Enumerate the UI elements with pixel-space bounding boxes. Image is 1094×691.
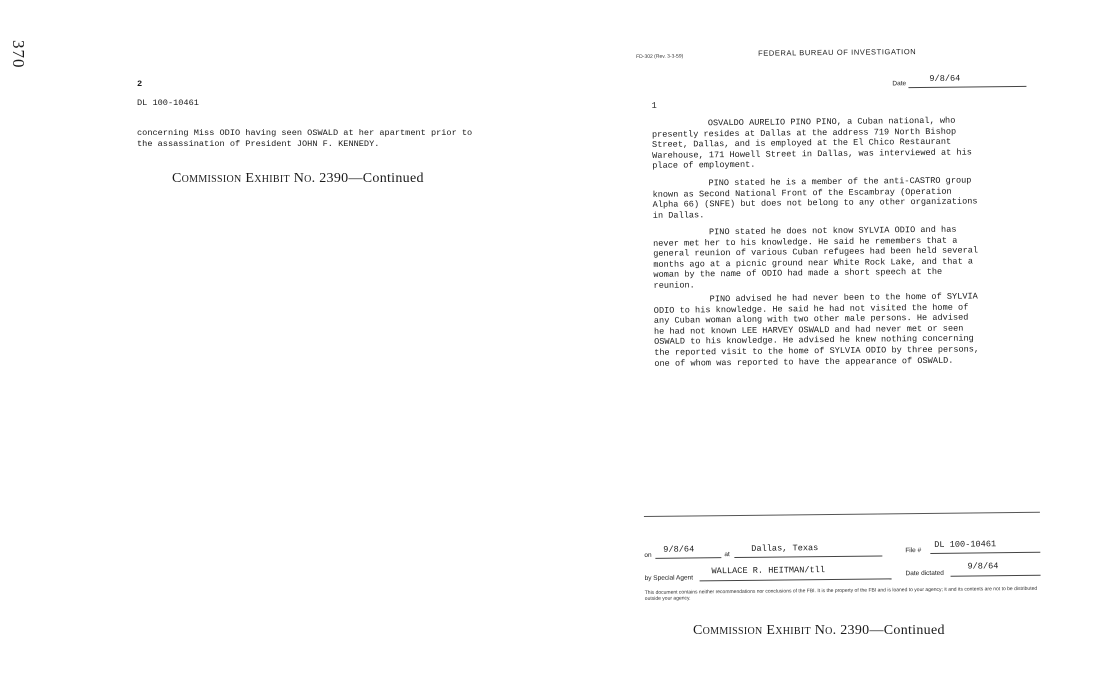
caption-prefix: Commission Exhibit No. <box>172 171 316 186</box>
file-line <box>930 552 1040 554</box>
agency-header: FEDERAL BUREAU OF INVESTIGATION <box>758 47 917 58</box>
dictated-value: 9/8/64 <box>967 561 999 572</box>
footer-rule <box>644 512 1040 517</box>
page-number: 370 <box>9 40 28 69</box>
date-value: 9/8/64 <box>929 73 961 84</box>
left-page-index: 2 <box>137 79 143 89</box>
date-line <box>908 86 1026 88</box>
caption-number: 2390—Continued <box>840 623 945 638</box>
disclaimer: This document contains neither recommendations nor conclusions of the FBI. It is the property of the FBI and is loaned to your agency; it and its contents are not to be distributed outside your agency. <box>644 585 1038 602</box>
on-value: 9/8/64 <box>663 544 695 555</box>
left-caption <box>172 171 424 187</box>
date-label: Date <box>892 80 907 88</box>
caption-prefix: Commission Exhibit No. <box>693 623 837 638</box>
dictated-line <box>951 575 1041 577</box>
dictated-label: Date dictated <box>905 569 944 578</box>
at-line <box>734 555 882 558</box>
caption-number: 2390—Continued <box>319 171 424 186</box>
at-value: Dallas, Texas <box>751 543 819 554</box>
on-label: on <box>644 551 652 559</box>
at-label: at <box>724 551 730 559</box>
agent-line <box>700 578 892 581</box>
left-file-ref: DL 100-10461 <box>137 98 199 108</box>
form-number: FD-302 (Rev. 3-3-59) <box>636 53 684 60</box>
agent-label: by Special Agent <box>644 574 694 582</box>
right-page-index: 1 <box>651 100 657 111</box>
fbi-form <box>636 42 1062 606</box>
paragraph-1: OSVALDO AURELIO PINO PINO, a Cuban national, who presently resides at Dallas at the address 719 North Bishop Street, Dallas, and is employed at the El Chico Restaurant Warehouse, 171 Howell Street in Dallas, was interviewed at his place of employment. <box>651 115 972 172</box>
paragraph-2: PINO stated he is a member of the anti-CASTRO group known as Second National Front of the Escambray (Operation Alpha 66) (SNFE) but does not belong to any other organizations in Dallas. <box>652 175 978 221</box>
left-body-text: concerning Miss ODIO having seen OSWALD at her apartment prior to the assassination of President JOHN F. KENNEDY. <box>137 128 473 149</box>
on-line <box>655 557 721 559</box>
agent-value: WALLACE R. HEITMAN/tll <box>711 565 826 577</box>
file-label: File # <box>905 547 922 555</box>
paragraph-4: PINO advised he had never been to the home of SYLVIA ODIO to his knowledge. He said he had not visited the home of any Cuban woman along with two other male persons. He advised he had not known LEE HARVEY OSWALD and had never met or seen OSWALD to his knowledge. He advised he knew nothing concerning the reported visit to the home of SYLVIA ODIO by three persons, one of whom was reported to have the appearance of OSWALD. <box>653 291 980 369</box>
paragraph-3: PINO stated he does not know SYLVIA ODIO and has never met her to his knowledge. He said he remembers that a general reunion of various Cuban refugees had been held several months ago at a picnic ground near White Rock Lake, and that a woman by the name of ODIO had made a short speech at the reunion. <box>653 224 979 291</box>
right-caption <box>693 623 945 639</box>
file-value: DL 100-10461 <box>934 539 997 550</box>
